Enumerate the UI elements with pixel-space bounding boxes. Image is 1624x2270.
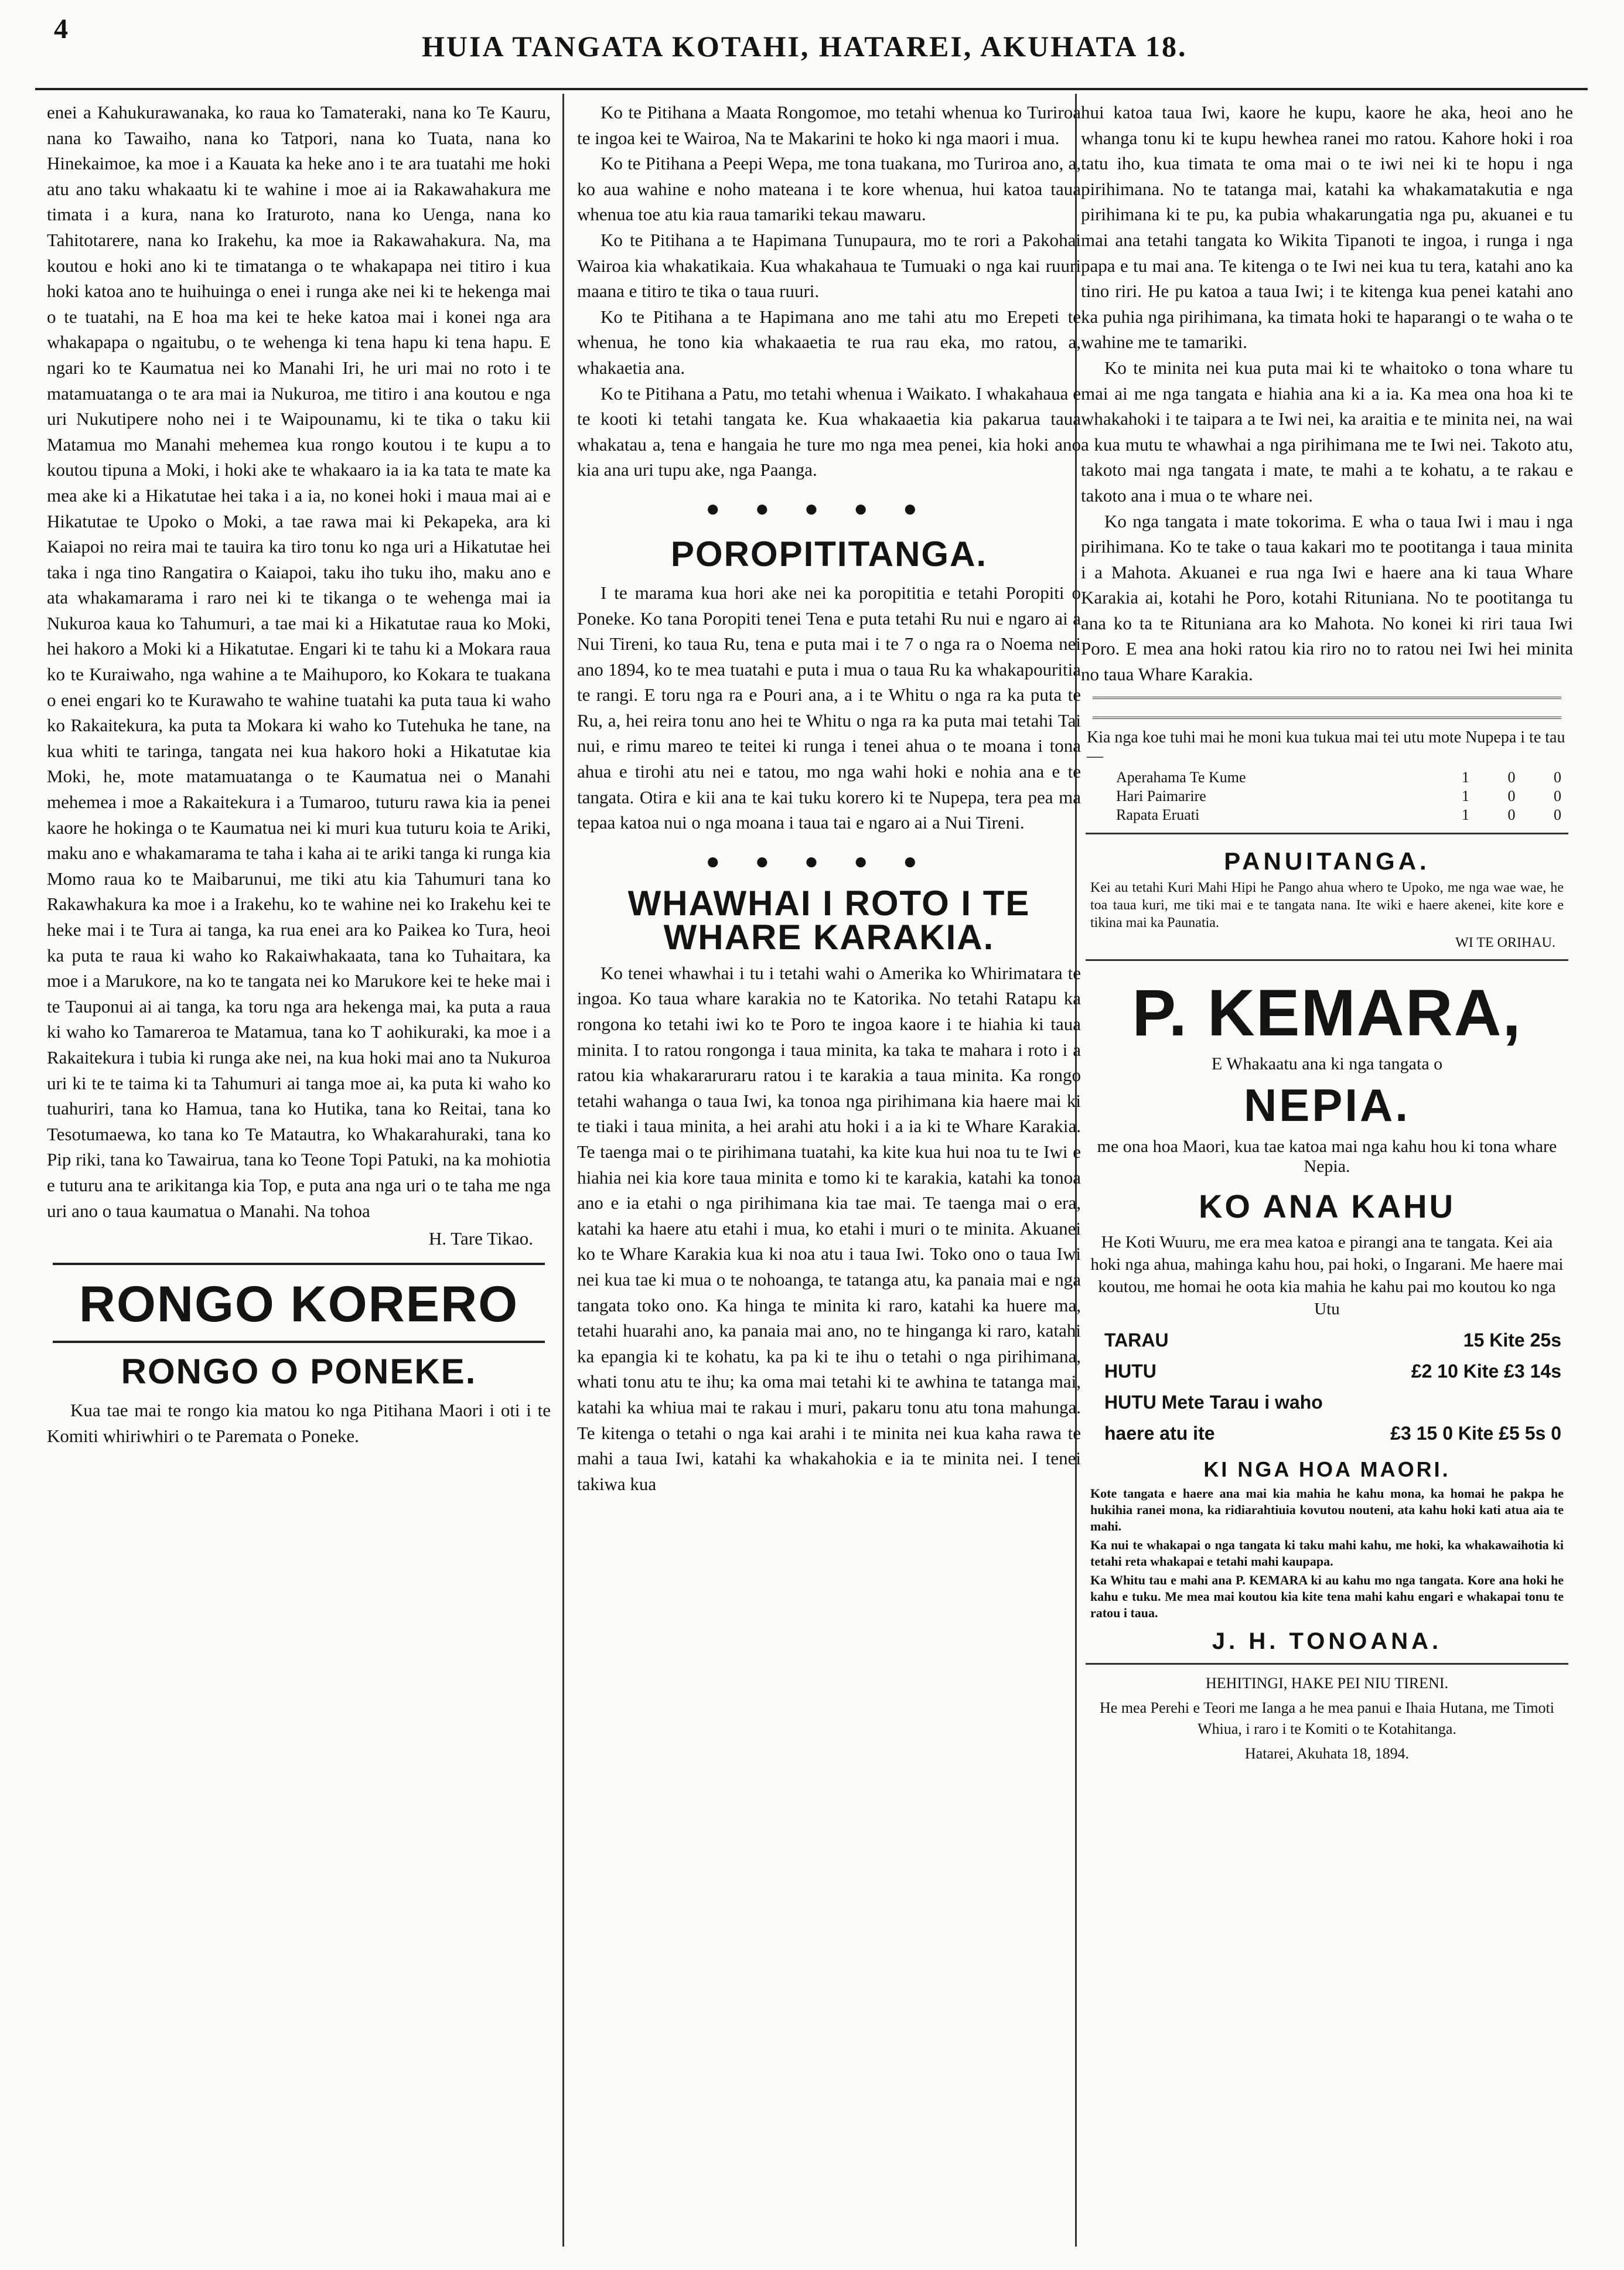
column-2	[577, 100, 1081, 2258]
notice-heading: PANUITANGA.	[1224, 847, 1430, 875]
section-banner: RONGO KORERO	[53, 1263, 545, 1343]
church-fight-continued: Ko te minita nei kua puta mai ki te whaitoko o tona whare tu mai ai me nga tangata e hiahia ana ki a ia. Ka mea ona hoa ki te whakahoki i te taipara a te Iwi nei, ka araitia e te minita nei, na wai a kua mutu te whawhai a nga pirihimana me te Iwi nei. Takoto atu, takoto mai nga tangata i mate, te mahi a te kohatu, a te rakau e takoto ana i mua o te whare nei.	[1081, 357, 1573, 506]
payments-list	[1116, 768, 1561, 824]
poneke-news-intro: Kua tae mai te rongo kia matou ko nga Pitihana Maori i oti i te Komiti whiriwhiri o te Paremata o Poneke.	[47, 1400, 551, 1446]
petition-paragraph: Ko te Pitihana a Maata Rongomoe, mo tetahi whenua ko Turiroa te ingoa kei te Wairoa, Na te Makarini te hoko ki nga maori i mua.	[577, 102, 1081, 148]
ad-small-text: Kote tangata e haere ana mai kia mahia he kahu mona, ka homai he pakpa he hukihia ranei mona, ka ridiarahtiuia kovutou nouteni, ata kahu hoki kati atua aia te mahi.	[1090, 1485, 1564, 1533]
imprint-date: Hatarei, Akuhata 18, 1894.	[1244, 1744, 1410, 1762]
notice-signature: WI TE ORIHAU.	[1455, 935, 1555, 950]
column-1	[47, 100, 551, 2258]
petition-paragraph: Ko te Pitihana a te Hapimana Tunupaura, mo te rori a Pakohai Wairoa kia whakatikaia. Kua whakahaua te Tumuaki o nga kai ruuri maana e titiro te tika o taua ruuri.	[577, 229, 1081, 302]
list-item: Hari Paimarire 1 0 0	[1116, 787, 1561, 805]
section-ornament: ●●●●●	[705, 495, 953, 522]
ad-signature: J. H. TONOANA.	[1212, 1628, 1442, 1654]
divider	[1086, 959, 1568, 961]
page-number: 4	[54, 13, 68, 45]
masthead-title: HUIA TANGATA KOTAHI, HATAREI, AKUHATA 18.	[422, 30, 1188, 63]
column-divider-1	[562, 94, 564, 2247]
church-fight-continued: hui katoa taua Iwi, kaore he kupu, kaore he aka, heoi ano he whanga tonu ki te kupu hewhea ranei mo ratou. Kahore hoki i roa tatu iho, kua timata te oma mai o te iwi nei ki te hopu i nga pirihimana. No te tatanga mai, katahi ka whakamatakutia e nga pirihimana ki te pu, ka pubia whakarungatia nga pu, akuanei e tu mai ana tetahi tangata ko Wikita Tipanoti te ingoa, i runga i nga papa e tu mai ana. Te kitenga o te Iwi nei kua tu tera, katahi ano ka tino riri. He pu katoa a taua Iwi; i te kitenga kua penei katahi ano ka puhia nga pirihimana, ka timata hoki te haparangi o te waha o te wahine me te tamariki.	[1081, 102, 1573, 353]
divider	[1086, 1663, 1568, 1665]
church-fight-continued: Ko nga tangata i mate tokorima. E wha o taua Iwi i mau i nga pirihimana. Ko te take o taua kakari mo te pootitanga i taua minita i a Mahota. Akuanei e rua nga Iwi e haere ana ki taua Whare Karakia ai, kotahi he Poro, kotahi Rituniana. No te pootitanga tu ana ko ta te Rituniana ara ko Mahota. No konei ki riri taua Iwi Poro. E mea ana hoki ratou kia riro no to ratou nei Iwi hei minita no taua Whare Karakia.	[1081, 510, 1573, 685]
ad-subtitle: KO ANA KAHU	[1198, 1187, 1456, 1225]
imprint-line: He mea Perehi e Teori me Ianga a he mea panui e Ihaia Hutana, me Timoti Whiua, i raro i te Komiti o te Kotahitanga.	[1100, 1699, 1554, 1737]
petition-paragraph: Ko te Pitihana a Patu, mo tetahi whenua i Waikato. I whakahaua e te kooti ki tetahi tangata ke. Kua whakaaetia kia pakarua taua whakatau a, tena e hangaia he ture mo nga mea penei, kia hoki ano kia ana uri tupu ake, nga Paanga.	[577, 383, 1081, 480]
prophecy-paragraph: I te marama kua hori ake nei ka poropititia e tetahi Poropiti o Poneke. Ko tana Poropiti tenei Tena e puta tetahi Ru nui e ngaro ai a Nui Tireni, ko taua Ru, tena e puta mai i te 7 o nga ra o Noema nei ano 1894, ko te mea tuatahi e puta i mua o taua Ru ka whakapouritia te rangi. E toru nga ra e Pouri ana, a i te Whitu o nga ra ka puta te Ru, a, hei reira tonu ano hei te Whitu o nga ra ka puta mai tetahi Tai nui, e rimu mareo te teitei ki runga i tenei ahua o te moana i tona ahua e tirohi atu nei e tatou, mo nga wahi hoki e nohia ana e te tangata. Otira e kii ana te kai tuku korero ki te Nupepa, tera pea ma tepaa katoa nui o nga moana i taua tai e ngaro ai a Nui Tireni.	[577, 582, 1081, 833]
header-rule	[35, 88, 1588, 90]
church-fight-paragraph: Ko tenei whawhai i tu i tetahi wahi o Amerika ko Whirimatara te ingoa. Ko taua whare karakia no te Katorika. No tetahi Ratapu ka rongona ko tetahi iwi ko te Poro te ingoa kaore i te hiahia ki taua minita. I to ratou rongonga i taua minita, ka taka te mahara i roto i a ratou kia whakararuraru ratou i te karakia a taua minita. Ka rongo tetahi wahanga o taua Iwi, ka tonoa nga pirihimana kia haere mai ki te tiaki i taua minita, a hei arahi atu hoki i a ia ki te Whare Karakia. Te taenga mai o te pirihimana tuatahi, ka kite kua hui noa tu te Iwi e hiahia nei kia kore taua minita e tomo ki te karakia, katahi ka tonoa ano e ia etahi o nga pirihimana kia tae mai. Te taenga mai o era, katahi ka haere atu etahi i mua, ko etahi i muri o te minita. Akuanei ko te Whare Karakia kua ki noa atu i taua Iwi. Toko ono o taua Iwi nei kua tae ki mua o te nohoanga, te tatanga atu, ka panaia mai e nga tangata toko ono. Ka hinga te minita ki raro, katahi ka huere ma, tetahi huarahi ano, ka panaia mai ano, no te hinganga ki raro, katahi ka epangia ki te kohatu, ka pa ki te ihu o tetahi o nga pirihimana, whati tonu atu te ihu; ka oma mai tetahi ki te awhina te tatanga mai, katahi ka whiua mai te rakau i muri, pakaru tonu atu tona mahunga. Te kitenga o tetahi o nga kai arahi i te minita nei kua kaha rawa te mahi a taua Iwi, katahi ka whakahokia e ia te minita nei. I tenei takiwa kua	[577, 962, 1081, 1494]
price-row: TARAU 15 Kite 25s	[1104, 1329, 1561, 1351]
ad-line: E Whakaatu ana ki nga tangata o	[1211, 1054, 1443, 1073]
list-item: Aperahama Te Kume 1 0 0	[1116, 768, 1561, 786]
wavy-divider	[1093, 697, 1561, 719]
ad-text: He Koti Wuuru, me era mea katoa e pirangi ana te tangata. Kei aia hoki nga ahua, mahinga kahu hou, pai hoki, o Ingarani. Me haere mai koutou, me homai he oota kia mahia he kahu pai mo koutou ko nga Utu	[1090, 1232, 1564, 1318]
ad-merchant-name: P. KEMARA,	[1132, 976, 1522, 1049]
list-item: Rapata Eruati 1 0 0	[1116, 806, 1561, 823]
prophecy-heading: POROPITITANGA.	[670, 534, 988, 574]
ad-heading: KI NGA HOA MAORI.	[1203, 1457, 1451, 1481]
price-row: HUTU £2 10 Kite £3 14s	[1104, 1360, 1561, 1382]
ad-small-text: Ka nui te whakapai o nga tangata ki taku mahi kahu, me hoki, ka whakawaihotia ki tetahi reta whakapai e tetahi mahi kaupapa.	[1090, 1537, 1564, 1569]
church-fight-heading: WHAWHAI I ROTO I TE WHARE KARAKIA.	[627, 883, 1031, 957]
divider	[1086, 833, 1568, 834]
payments-title: Kia nga koe tuhi mai he moni kua tukua mai tei utu mote Nupepa i te tau—	[1087, 728, 1565, 765]
whakapapa-article: enei a Kahukurawanaka, ko raua ko Tamateraki, nana ko Te Kauru, nana ko Tawaiho, nana ko Tatpori, nana ko Tuata, nana ko Hinekaimoe, ka moe i a Kauata ka heke ano i te ara tuatahi me hoki atu ano taku whakaatu ki te wahine i moe ai ia Rakawahakura me timata i a kura, nana ko Iraturoto, nana ko Uenga, nana ko Tahitotarere, nana ko Irakehu, ka moe ia Rakawahakura. Na, ma koutou e hoki ano ki te timatanga o te whakapapa nei titiro i kua hoki katoa ano te huihuinga o enei i runga ake nei ki te hekenga mai o te tuatahi, na E hoa ma kei te heke katoa mai i konei nga ara whakapapa o ngaitubu, o te wehenga ki tena hapu ki tena hapu. E ngari ko te Kaumatua nei ko Manahi Iri, he uri mai no roto i te matamuatanga o te ara mai ia Nukuroa, me titiro i ana koutou e nga uri Nukutipere noho nei i te Waipounamu, ki te tika o taku kii Matamua mo Manahi mehemea kua rongo koutou i te kupu a to koutou tipuna a Moki, i hoki ake te whakaaro ia ia ka tata te mate ka mea ake ki a Hikatutae hei taka i a ia, no konei hoki i maua mai ai e Hikatutae te Upoko o Moki, a tae rawa mai ki Pekapeka, ara ki Kaiapoi no reira mai te tauira ka tiro tonu ko nga uri a Hikatutae hei taka i nga tino Rangatira o Kaiapoi, taku iho tuku iho, maku ano e ata whakamarama i raro nei ki te tikanga o te wehenga mai ia Nukuroa kaua ko Tahumuri, a tae mai ki a Hikatutae raua ko Moki, hei hakoro a Moki ki a Hikatutae. Engari ki te tahu ki a Mokara raua ko te Kuraiwaho, nga wahine a te Maihuporo, ko Kokara te tuakana o enei engari ko te Kurawaho te wahine tuatahi ka puta taua ki waho ko Rakaitekura, ka puta ta Mokara ki waho ko Tutehuka he tane, na kua whiti te taringa, tangata nei kua hakoro hoki a Hikatutae kia Moki, he, mote matamuatanga o te Kaumatua nei o Manahi mehemea i moe a Rakaitekura i a Tumaroo, tuturu rawa kia ia penei kaore he hokinga o te Kaumatua nei ki muri kua tuturu koia te Ariki, maku ano e whakamarama te taha i kaha ai te ariki tanga ki runga kia Momo raua ko te Maibarunui, me tiki atu kia Tahumuri tana ko Rakawhakura ka moe i a Irakehu, ko te wahine nei ko Irakehu kei te heke mai i te Tura ai tanga, ka rua enei ara ko Paikea ko Tura, heoi ka puta te raua ki waho ko Rakaiwhakaata, tana ko Tuhaitara, ka moe i a Marukore, na ko te tangata nei ko Marukore kei te heke mai i te Tauponui ai ai tanga, ka toru nga ara hekenga mai, ka puta a raua ki waho ko Tamareroa te Matamua, tana ko T aohikuraki, ka moe i a Rakaitekura i tubia ki runga ake nei, na kua hoki mai ano ta Nukuroa uri ki te te taima ki ta Tahumuri ai tanga moe ai, ka puta ki waho ko tuahuriri, tana ko Hamua, tana ko Hutika, tana ko Reitai, tana ko Tesotumaewa, ko tana ko Te Matautra, ko Whakarahuraki, tana ko Pip riki, tana ko Tawairua, tana ko Teone Topi Patuki, na ka mohiotia e tuturu ana te arikitanga kia Top, e puta ana nga uri o te taha me nga uri ano o taua kaumatua o Manahi. Na tohoa	[47, 102, 551, 1221]
petition-paragraph: Ko te Pitihana a Peepi Wepa, me tona tuakana, mo Turiroa ano, a, ko aua wahine e noho mateana i te kore whenua, hui katoa taua whenua toe atu kia raua tamariki tekau mawaru.	[577, 153, 1081, 225]
petition-paragraph: Ko te Pitihana a te Hapimana ano me tahi atu mo Erepeti te whenua, he tono kia whakaaetia te rua rau eka, mo ratou, a, whakaetia ana.	[577, 306, 1081, 378]
article-signature: H. Tare Tikao.	[428, 1228, 533, 1249]
section-subheading: RONGO O PONEKE.	[121, 1352, 477, 1392]
section-ornament: ●●●●●	[705, 847, 953, 874]
price-row: HUTU Mete Tarau i waho	[1104, 1391, 1323, 1413]
column-3	[1081, 100, 1573, 2258]
ad-line: me ona hoa Maori, kua tae katoa mai nga kahu hou ki tona whare Nepia.	[1097, 1136, 1557, 1176]
price-row: haere atu ite £3 15 0 Kite £5 5s 0	[1104, 1422, 1561, 1444]
notice-text: Kei au tetahi Kuri Mahi Hipi he Pango ahua whero te Upoko, me nga wae wae, he toa taua kuri, me tiki mai e te tangata nana. Ite wiki e haere akenei, kite kore e tikina mai ka Paunatia.	[1090, 880, 1564, 931]
imprint-line: HEHITINGI, HAKE PEI NIU TIRENI.	[1206, 1674, 1448, 1692]
ad-place: NEPIA.	[1243, 1079, 1411, 1131]
ad-small-text: Ka Whitu tau e mahi ana P. KEMARA ki au kahu mo nga tangata. Kore ana hoki he kahu e tuku. Me mea mai koutou kia kite tena mahi kahu engari e whakapai tonu te ratou i taua.	[1090, 1572, 1564, 1620]
